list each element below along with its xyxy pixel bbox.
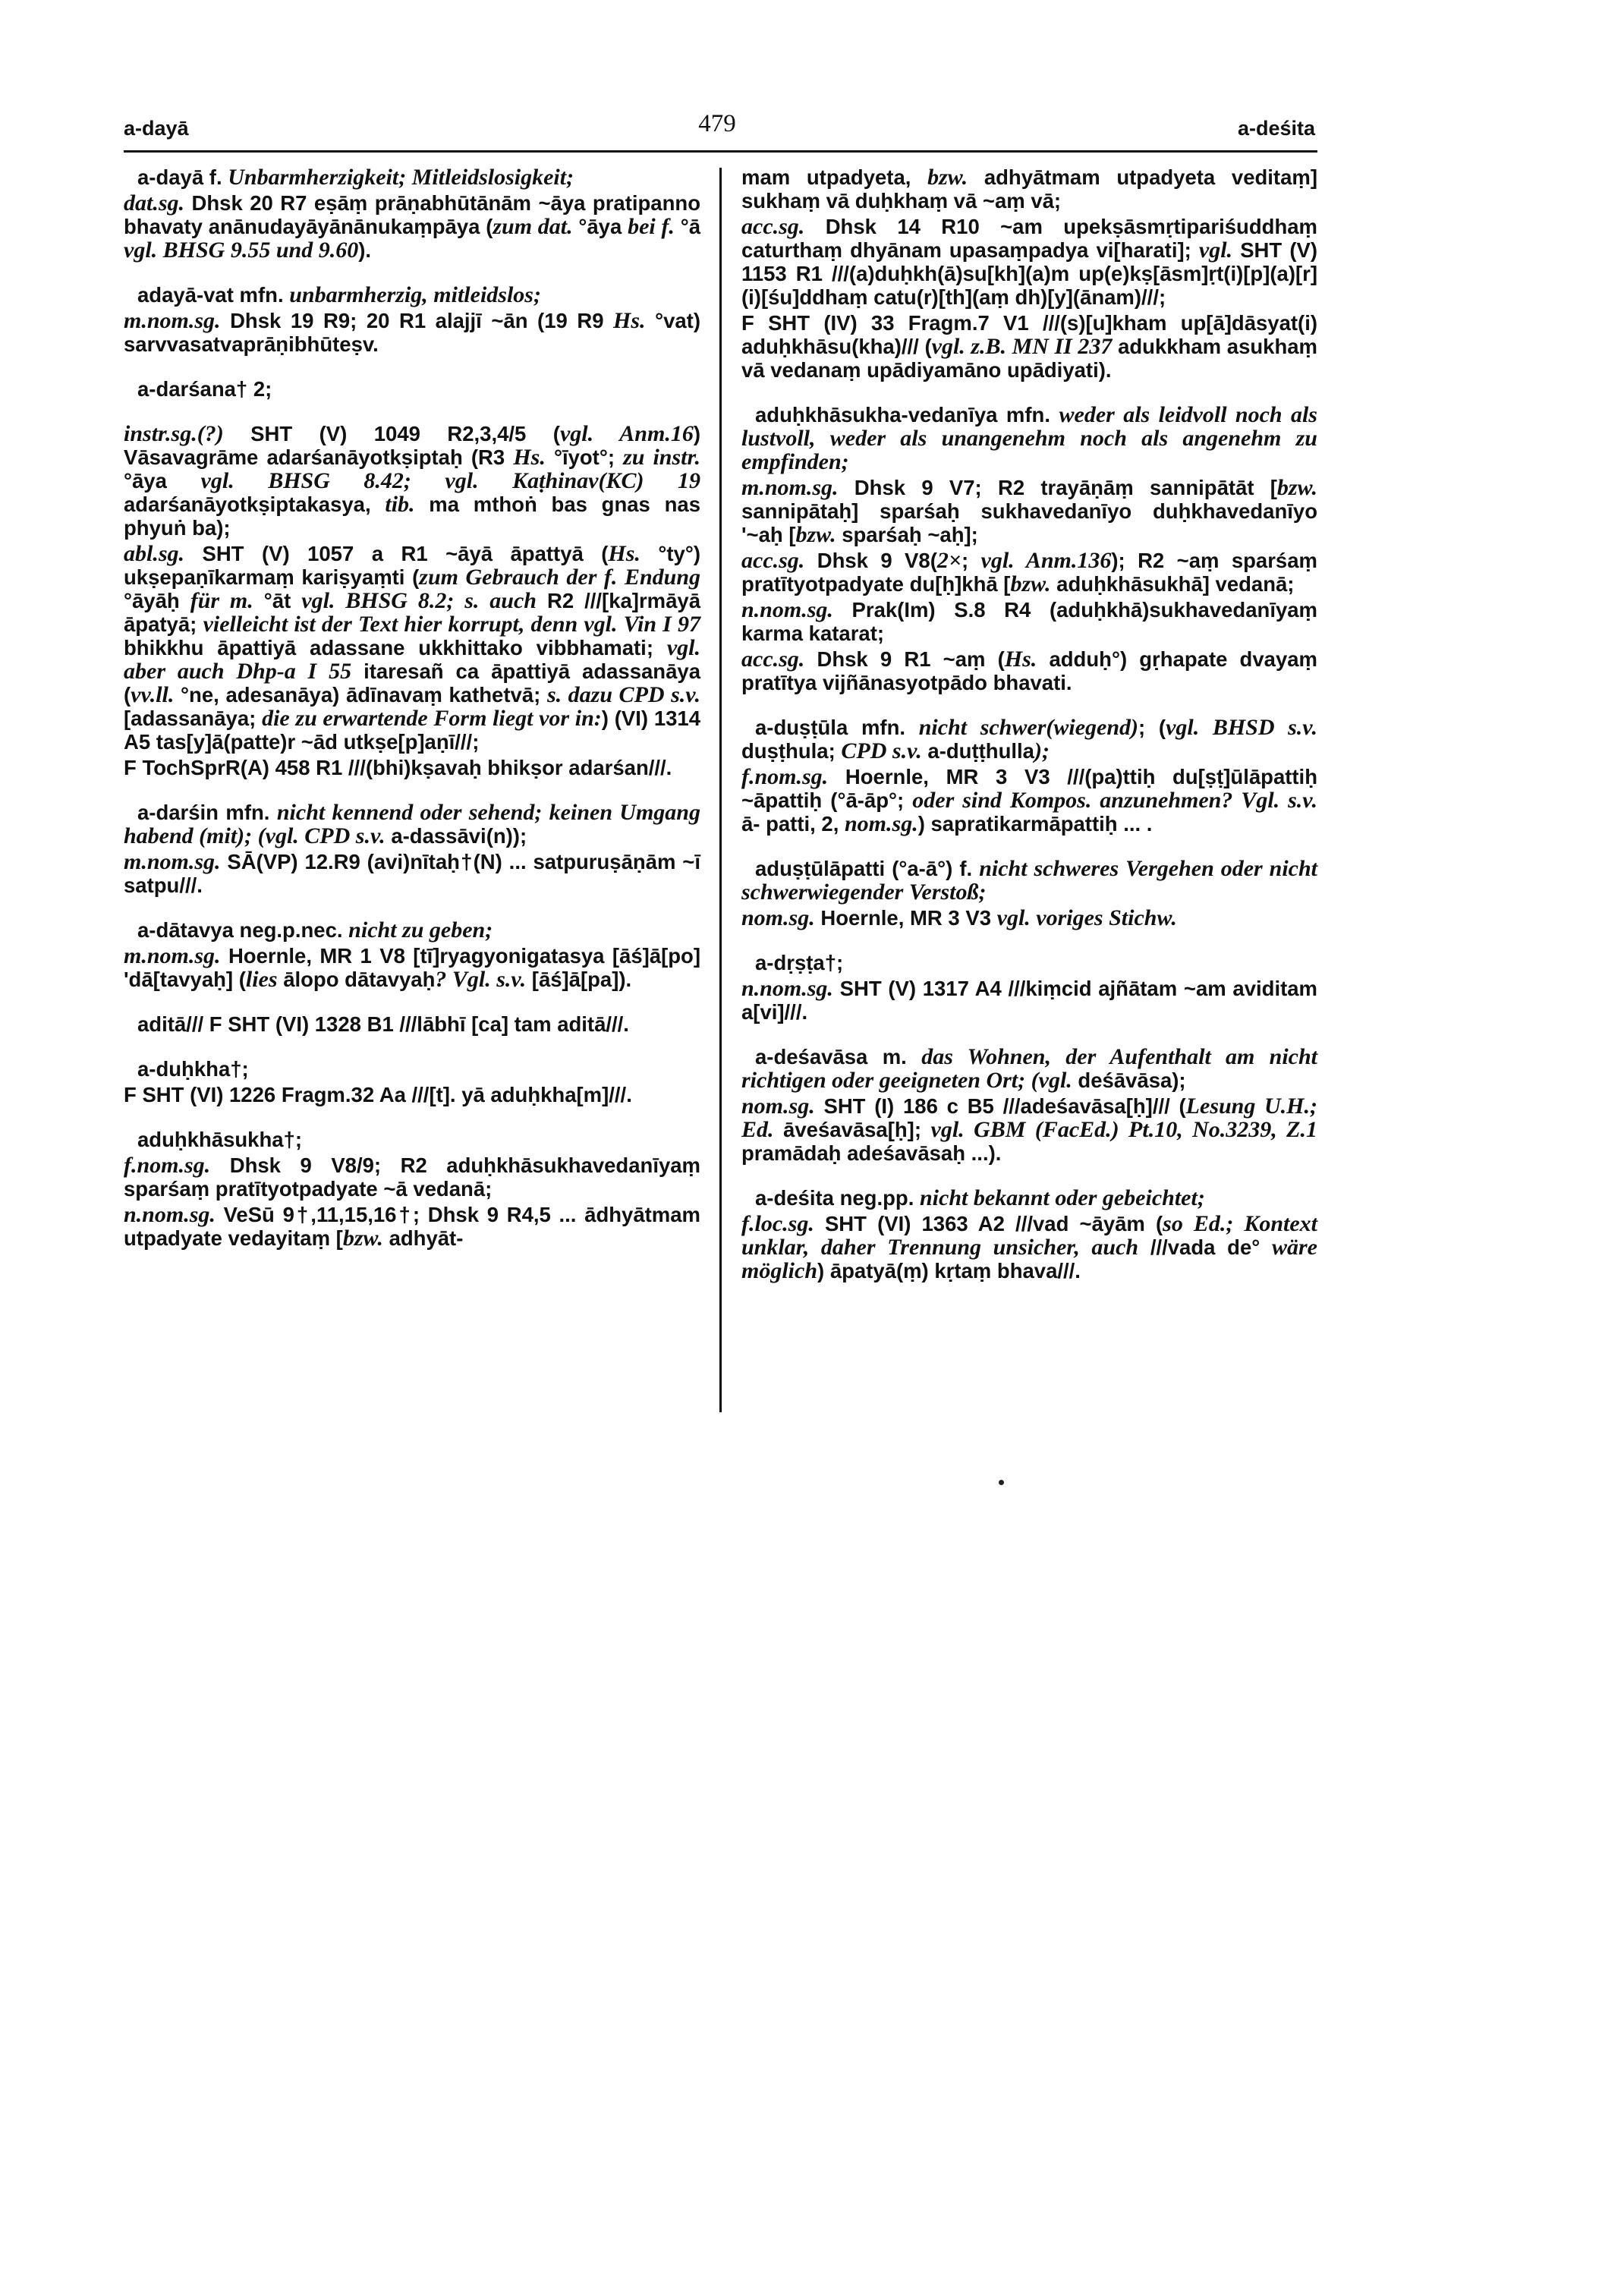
text: adhyāt- — [382, 1226, 464, 1250]
italic-text: ? Vgl. s.v. — [435, 967, 527, 992]
entry-headword-line — [741, 1186, 1317, 1210]
entry-headword-line — [124, 283, 700, 307]
right-column — [741, 165, 1317, 1285]
italic-text: f.nom.sg. — [741, 764, 829, 789]
text: mfn. — [848, 716, 919, 739]
entry-headword-line — [124, 1128, 700, 1151]
italic-text: dat.sg. — [124, 190, 185, 216]
italic-text: nicht schwer(wiegend) — [918, 715, 1139, 740]
running-header-left: a-dayā — [124, 117, 189, 140]
italic-text: n.nom.sg. — [741, 976, 833, 1001]
italic-text: vgl. Anm.16 — [559, 421, 694, 446]
italic-text: instr.sg.(?) — [124, 421, 224, 446]
italic-text: lies — [245, 967, 278, 992]
italic-text: m.nom.sg. — [741, 475, 839, 500]
italic-text: bzw. — [1010, 571, 1051, 596]
text: ); R2 ~aṃ sparśaṃ pratītyotpadyate du[ḥ]khā [ — [741, 549, 1317, 596]
italic-text: Hs. — [1004, 647, 1037, 672]
headword: aduḥkhāsukha†; — [137, 1128, 303, 1151]
entry-citation — [741, 549, 1317, 596]
text: (°a-ā°) f. — [885, 857, 980, 880]
text: °ā — [674, 215, 700, 238]
text: °vat) sarvvasatvaprāṇibhūteṣv. — [124, 309, 700, 356]
dictionary-entry — [124, 165, 700, 262]
entry-citation — [741, 1094, 1317, 1165]
italic-text: das Wohnen, der Aufenthalt am nicht richtigen oder geeigneten Ort; (vgl. — [741, 1044, 1318, 1093]
italic-text: n.nom.sg. — [741, 597, 833, 622]
italic-text: nicht schweres Vergehen oder nicht schwerwiegender Verstoß; — [741, 856, 1317, 905]
text: F SHT (VI) 1226 Fragm.32 Aa ///[t]. yā aduḥkha[m]///. — [124, 1083, 632, 1106]
text: [adassanāya; — [124, 707, 263, 730]
italic-text: Hs. — [613, 308, 646, 333]
text: adduḥ°) gṛhapate dvayaṃ pratītya vijñānasyotpādo bhavati. — [741, 647, 1317, 694]
text: adarśanāyotkṣiptakasya, — [124, 493, 386, 516]
text: SĀ(VP) 12.R9 (avi)nītaḥ†(N) ... satpuruṣāṇām ~ī satpu///. — [124, 850, 700, 897]
dictionary-entry — [741, 1045, 1317, 1165]
text: mfn. — [233, 283, 290, 307]
text: F TochSprR(A) 458 R1 ///(bhi)kṣavaḥ bhikṣor adarśan///. — [124, 756, 672, 779]
text: R2 ///[ka]rmāyā āpatyā; — [124, 589, 700, 636]
headword: a-darśana† 2; — [137, 377, 272, 401]
text: Hoernle, MR 3 V3 ///(pa)ttiḥ du[ṣṭ]ūlāpattiḥ ~āpattiḥ (°ā-āp°; — [741, 765, 1317, 812]
italic-text: bzw. — [927, 165, 968, 190]
italic-text: vgl. BHSG 8.2; s. auch — [301, 588, 537, 613]
entry-headword-line — [741, 403, 1317, 474]
running-header-right: a-deśita — [1237, 117, 1315, 140]
entry-citation — [124, 944, 700, 991]
headword: aduṣṭūlāpatti — [755, 857, 886, 880]
entry-headword-line — [741, 951, 1317, 974]
italic-text: nom.sg. — [741, 1094, 815, 1119]
italic-text: m.nom.sg. — [124, 943, 221, 968]
entry-headword-line — [124, 1057, 700, 1081]
italic-text: vielleicht ist der Text hier korrupt, denn vgl. Vin I 97 — [203, 612, 700, 637]
text: F SHT (VI) 1328 B1 ///lābhī [ca] tam aditā///. — [203, 1012, 629, 1036]
text: ā- patti, 2, — [741, 812, 845, 836]
italic-text: ); — [1034, 738, 1050, 763]
headword: a-duḥkha†; — [137, 1057, 249, 1081]
entry-citation — [741, 1212, 1317, 1282]
text: Dhsk 19 R9; 20 R1 alajjī ~ān (19 R9 — [220, 309, 614, 332]
text: SHT (V) 1057 a R1 ~āyā āpattyā ( — [184, 542, 609, 565]
entry-headword-line — [124, 918, 700, 942]
dictionary-entry — [124, 1128, 700, 1250]
italic-text: n.nom.sg. — [124, 1202, 216, 1227]
text: ālopo dātavyaḥ — [277, 968, 436, 991]
text: Hoernle, MR 3 V3 — [814, 906, 997, 930]
text: °āya — [572, 215, 628, 238]
text: Dhsk 9 V8( — [804, 549, 937, 572]
italic-text: s. dazu CPD s.v. — [546, 682, 700, 707]
italic-text: die zu erwartende Form liegt vor in: — [262, 706, 602, 731]
text: neg.pp. — [833, 1186, 920, 1210]
italic-text: acc.sg. — [741, 548, 805, 573]
dictionary-entry — [124, 918, 700, 991]
entry-headword-line — [124, 801, 700, 848]
text: deśāvāsa); — [1072, 1068, 1186, 1092]
italic-text: vgl. BHSG 8.42; vgl. Kaṭhinav(KC) 19 — [200, 468, 700, 493]
text: Hoernle, MR 1 V8 [tī]ryagyonigatasya [āś]ā[po] 'dā[tavyaḥ] ( — [124, 944, 700, 991]
entry-citation — [741, 215, 1317, 309]
dictionary-entry — [741, 716, 1317, 836]
italic-text: weder als leidvoll noch als lustvoll, weder als unangenehm noch als angenehm zu empfinden; — [741, 402, 1317, 474]
italic-text: vgl. — [1198, 238, 1233, 263]
entry-citation — [741, 165, 1317, 212]
italic-text: vgl. Anm.136 — [980, 548, 1112, 573]
entry-citation — [741, 765, 1317, 836]
italic-text: bzw. — [795, 522, 836, 547]
entry-citation — [124, 1083, 700, 1106]
italic-text: nicht bekannt oder gebeichtet; — [920, 1185, 1205, 1210]
italic-text: abl.sg. — [124, 541, 185, 566]
entry-citation — [124, 309, 700, 356]
text: Dhsk 9 V7; R2 trayāṇāṃ sannipātāt [ — [838, 476, 1277, 499]
dictionary-entry — [124, 801, 700, 897]
italic-text: m.nom.sg. — [124, 308, 221, 333]
text: ma mthoṅ bas gnas nas phyuṅ ba); — [124, 493, 700, 540]
italic-text: vgl. BHSD s.v. — [1166, 715, 1317, 740]
text: °ty°) ukṣepaṇīkarmaṃ kariṣyaṃti ( — [124, 542, 701, 589]
italic-text: nicht kennend oder sehend; keinen Umgang habend (mit); (vgl. CPD s.v. — [124, 800, 700, 848]
header-rule — [124, 150, 1317, 153]
text: mam utpadyeta, — [741, 165, 928, 189]
entry-headword-line — [741, 857, 1317, 904]
text: SHT (V) 1317 A4 ///kiṃcid ajñātam ~am aviditam a[vi]///. — [741, 977, 1317, 1024]
dictionary-entry — [741, 165, 1317, 382]
entry-headword-line — [741, 716, 1317, 763]
page-number: 479 — [698, 110, 736, 137]
headword: a-duṣṭūla — [755, 716, 848, 739]
headword: a-dṛṣṭa†; — [755, 951, 844, 974]
text: Dhsk 9 R1 ~aṃ ( — [804, 647, 1005, 671]
entry-headword-line — [741, 1045, 1317, 1092]
italic-text: m.nom.sg. — [124, 849, 221, 874]
text: [āś]ā[pa]). — [526, 968, 632, 991]
dictionary-entry — [741, 857, 1317, 930]
italic-text: Unbarmherzigkeit; Mitleidslosigkeit; — [228, 165, 574, 190]
text: Prak(Im) S.8 R4 (aduḥkhā)sukhavedanīyaṃ karma katarat; — [741, 598, 1317, 645]
dictionary-entry — [124, 283, 700, 356]
entry-headword-line — [124, 165, 700, 189]
text: a-dassāvi(n)); — [385, 824, 527, 848]
italic-text: zum dat. — [493, 214, 573, 239]
text: mfn. — [218, 801, 277, 824]
italic-text: acc.sg. — [741, 214, 805, 239]
headword: a-deśavāsa — [755, 1045, 868, 1068]
text: bhikkhu āpattiyā adassane ukkhittako vibbhamati; — [124, 636, 667, 659]
text: Dhsk 9 V8/9; R2 aduḥkhāsukhavedanīyaṃ sparśaṃ pratītyotpadyate ~ā vedanā; — [124, 1153, 700, 1201]
dictionary-entry — [741, 1186, 1317, 1282]
headword: a-dātavya — [137, 918, 234, 942]
entry-citation — [741, 906, 1317, 930]
italic-text: bzw. — [342, 1226, 383, 1251]
italic-text: CPD s.v. — [841, 738, 922, 763]
italic-text: unbarmherzig, mitleidslos; — [289, 282, 541, 307]
dictionary-entry — [741, 951, 1317, 1024]
italic-text: zum Gebrauch der f. Endung — [419, 565, 701, 590]
italic-text: vgl. z.B. MN II 237 — [931, 334, 1113, 359]
text: ///vada de° — [1138, 1235, 1272, 1259]
text: °ne, adesanāya) ādīnavaṃ kathetvā; — [174, 683, 547, 707]
italic-text: für m. — [190, 588, 253, 613]
text: SHT (V) 1153 R1 ///(a)duḥkh(ā)su[kh](a)m up(e)kṣ[āsm]ṛt(i)[p](a)[r](i)[śu]ddhaṃ catu(r)[th](aṃ dh)[y](ānam)///; — [741, 238, 1317, 309]
text: pramādaḥ adeśavāsaḥ ...). — [741, 1141, 1002, 1165]
text: adukkham asukhaṃ vā vedanaṃ upādiyamāno upādiyati). — [741, 335, 1318, 382]
text: āveśavāsa[ḥ]; — [773, 1118, 931, 1141]
italic-text: bzw. — [1276, 475, 1317, 500]
italic-text: Hs. — [513, 445, 546, 470]
italic-text: vgl. BHSG 9.55 und 9.60 — [124, 238, 359, 263]
dictionary-entry — [124, 1012, 700, 1036]
text: °āya — [124, 469, 201, 493]
italic-text: vv.ll. — [131, 682, 175, 707]
entry-headword-line — [124, 377, 700, 401]
stray-dot — [999, 1480, 1004, 1485]
headword: a-darśin — [137, 801, 219, 824]
text: a-duṭṭhulla — [921, 739, 1034, 763]
left-column — [124, 165, 700, 1252]
text: sparśaḥ ~aḥ]; — [836, 523, 978, 546]
italic-text: Hs. — [608, 541, 640, 566]
italic-text: Lesung U.H.; Ed. — [741, 1094, 1317, 1142]
text: Dhsk 14 R10 ~am upekṣāsmṛtipariśuddhaṃ caturthaṃ dhyānam upasaṃpadya vi[harati]; — [741, 215, 1317, 262]
text: aduḥkhāsukhā] vedanā; — [1050, 572, 1295, 596]
italic-text: nicht zu geben; — [348, 917, 493, 943]
text: adhyātmam utpadyeta veditaṃ] sukhaṃ vā duḥkhaṃ vā ~aṃ vā; — [741, 165, 1317, 212]
italic-text: f.nom.sg. — [124, 1153, 211, 1178]
headword: a-deśita — [755, 1186, 834, 1210]
entry-citation — [741, 977, 1317, 1024]
text: F SHT (IV) 33 Fragm.7 V1 ///(s)[u]kham up[ā]dāsyat(i) aduḥkhāsu(kha)/// ( — [741, 311, 1317, 358]
text: itaresañ ca āpattiyā adassanāya ( — [124, 659, 700, 707]
italic-text: vgl. aber auch Dhp-a I 55 — [124, 635, 700, 684]
text: ). — [358, 238, 372, 262]
italic-text: oder sind Kompos. anzunehmen? Vgl. s.v. — [912, 788, 1317, 813]
text: SHT (VI) 1363 A2 ///vad ~āyām ( — [814, 1212, 1163, 1235]
headword: a-dayā — [137, 165, 204, 189]
text: f. — [203, 165, 228, 189]
entry-citation — [741, 647, 1317, 694]
italic-text: nom.sg. — [741, 905, 815, 930]
text: sannipātaḥ] sparśaḥ sukhavedanīyo duḥkhavedanīyo '~aḥ [ — [741, 499, 1317, 546]
entry-citation — [741, 311, 1317, 382]
entry-citation — [741, 476, 1317, 546]
text: ) Vāsavagrāme adarśanāyotkṣiptaḥ (R3 — [124, 422, 700, 469]
italic-text: so Ed.; Kontext unklar, daher Trennung unsicher, auch — [741, 1211, 1317, 1260]
italic-text: zu instr. — [623, 445, 700, 470]
headword: aditā/// — [137, 1012, 204, 1036]
italic-text: nom.sg. — [845, 811, 918, 836]
text: ; ( — [1138, 716, 1166, 739]
text: m. — [867, 1045, 922, 1068]
entry-citation — [124, 542, 700, 754]
dictionary-entry — [124, 377, 700, 779]
text: °āyāḥ — [124, 589, 190, 612]
text: ; — [961, 549, 981, 572]
entry-headword-line — [124, 1012, 700, 1036]
text: SHT (V) 1049 R2,3,4/5 ( — [223, 422, 560, 445]
text: mfn. — [997, 403, 1059, 426]
entry-citation — [124, 756, 700, 779]
text: ) sapratikarmāpattiḥ ... . — [917, 812, 1153, 836]
text: duṣṭhula; — [741, 739, 842, 763]
italic-text: vgl. voriges Stichw. — [996, 905, 1177, 930]
italic-text: 2× — [936, 548, 961, 573]
text: neg.p.nec. — [233, 918, 349, 942]
italic-text: acc.sg. — [741, 647, 805, 672]
headword: aduḥkhāsukha-vedanīya — [755, 403, 998, 426]
headword: adayā-vat — [137, 283, 234, 307]
column-divider — [719, 168, 722, 1412]
entry-citation — [124, 1203, 700, 1250]
italic-text: vgl. GBM (FacEd.) Pt.10, No.3239, Z.1 — [930, 1117, 1318, 1142]
text: VeSū 9†,11,15,16†; Dhsk 9 R4,5 ... ādhyātmam utpadyate vedayitaṃ [ — [124, 1203, 700, 1250]
italic-text: bei f. — [628, 214, 675, 239]
italic-text: tib. — [385, 492, 415, 517]
text: °īyot°; — [545, 445, 624, 469]
dictionary-entry — [124, 1057, 700, 1106]
text: ) (VI) 1314 A5 tas[y]ā(patte)r ~ād utkṣe[p]aṇī///; — [124, 707, 700, 754]
text: Dhsk 20 R7 eṣāṃ prāṇabhūtānām ~āya pratipanno bhavaty anānudayāyānānukaṃpāya ( — [124, 191, 700, 238]
italic-text: f.loc.sg. — [741, 1211, 814, 1236]
entry-citation — [124, 850, 700, 897]
entry-citation — [124, 1153, 700, 1201]
entry-citation — [124, 422, 700, 540]
text: °āt — [253, 589, 302, 612]
text: ) āpatyā(ṃ) kṛtaṃ bhava///. — [817, 1259, 1081, 1282]
entry-citation — [124, 191, 700, 262]
italic-text: wäre möglich — [741, 1235, 1317, 1283]
dictionary-entry — [741, 403, 1317, 694]
text: SHT (I) 186 c B5 ///adeśavāsa[ḥ]/// ( — [814, 1094, 1186, 1118]
entry-citation — [741, 598, 1317, 645]
